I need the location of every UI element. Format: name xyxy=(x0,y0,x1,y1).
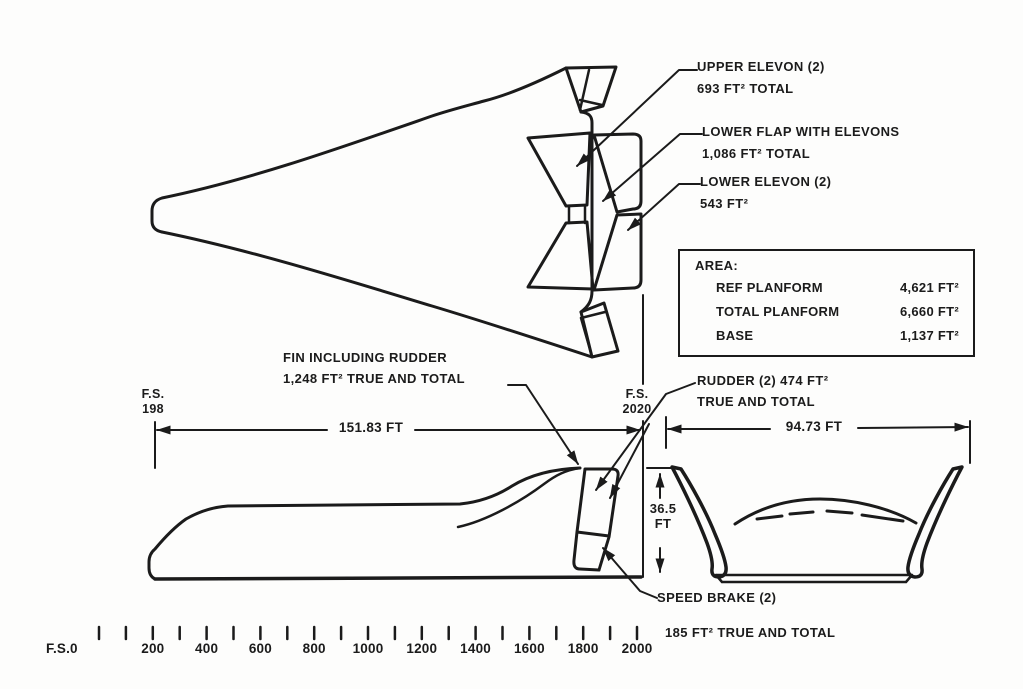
leader-speed-brake xyxy=(603,548,657,598)
height-value: 36.5 xyxy=(649,501,677,516)
table-row xyxy=(695,300,959,324)
table-row xyxy=(695,324,959,348)
scale-tick-label: 200 xyxy=(141,641,165,656)
planform-top-view xyxy=(152,67,641,357)
scale-tick-label: 1200 xyxy=(406,641,438,656)
callout-lower-elevon-area: 543 FT² xyxy=(700,196,749,211)
scale-tick-label: 2000 xyxy=(621,641,653,656)
fs-198-prefix: F.S. xyxy=(141,387,165,401)
area-table-title: AREA: xyxy=(695,258,739,273)
height-dimension-label xyxy=(644,501,682,531)
height-unit: FT xyxy=(654,516,672,531)
callout-upper-elevon-area: 693 FT² TOTAL xyxy=(697,81,794,96)
area-row-value: 1,137 FT² xyxy=(899,328,959,343)
callout-rudder-note: TRUE AND TOTAL xyxy=(697,394,816,409)
callout-fin-area: 1,248 FT² TRUE AND TOTAL xyxy=(283,371,465,386)
callout-speed-brake-name: SPEED BRAKE (2) xyxy=(657,590,777,605)
callout-fin-name: FIN INCLUDING RUDDER xyxy=(283,350,447,365)
area-row-label: BASE xyxy=(716,328,754,343)
scale-tick-label: 1600 xyxy=(513,641,545,656)
scale-tick-label: 400 xyxy=(195,641,219,656)
fs-2020-prefix: F.S. xyxy=(625,387,649,401)
planform-upper-outline xyxy=(152,68,566,232)
area-table xyxy=(678,249,975,357)
side-fin xyxy=(574,469,618,570)
leader-upper-elevon xyxy=(577,70,697,166)
scale-tick-label: 600 xyxy=(248,641,272,656)
callout-lower-flap-area: 1,086 FT² TOTAL xyxy=(702,146,811,161)
planform-bottom-tipfin xyxy=(581,303,618,357)
leader-lower-flap xyxy=(603,134,702,201)
fs-198-value: 198 xyxy=(142,402,164,416)
lower-elevon-panel xyxy=(528,222,593,289)
fs-198-label xyxy=(129,387,177,417)
scale-tick-label: 1800 xyxy=(567,641,599,656)
area-row-value: 4,621 FT² xyxy=(899,280,959,295)
side-bottom-line xyxy=(155,577,641,579)
rear-deck-dashes xyxy=(757,511,903,521)
scale-tick-label: 1400 xyxy=(460,641,492,656)
fs-2020-label xyxy=(611,387,663,417)
side-view xyxy=(149,468,641,579)
callout-speed-brake-area: 185 FT² TRUE AND TOTAL xyxy=(665,625,836,640)
span-dimension-label: 94.73 FT xyxy=(785,419,843,434)
planform-top-tipfin xyxy=(566,67,616,112)
callout-lower-flap-name: LOWER FLAP WITH ELEVONS xyxy=(702,124,900,139)
scale-tick-label: 800 xyxy=(302,641,326,656)
rear-base-plate xyxy=(716,575,912,582)
area-row-label: REF PLANFORM xyxy=(716,280,823,295)
upper-elevon-panel xyxy=(528,133,590,206)
span-dim-right xyxy=(858,427,968,428)
callout-rudder-name: RUDDER (2) 474 FT² xyxy=(697,373,829,388)
scale-origin-label: F.S.0 xyxy=(46,641,78,656)
fs-2020-value: 2020 xyxy=(622,402,652,416)
rear-view xyxy=(672,467,962,582)
side-fairing-curve xyxy=(458,468,580,527)
length-dimension-label: 151.83 FT xyxy=(338,420,404,435)
table-row xyxy=(695,276,959,300)
area-row-value: 6,660 FT² xyxy=(899,304,959,319)
callout-upper-elevon-name: UPPER ELEVON (2) xyxy=(697,59,825,74)
fs-scale-ticks xyxy=(99,627,637,639)
leader-fin xyxy=(508,385,578,464)
side-body-outline xyxy=(149,468,580,579)
scale-tick-label: 1000 xyxy=(352,641,384,656)
planform-lower-outline xyxy=(162,232,592,357)
area-row-label: TOTAL PLANFORM xyxy=(716,304,840,319)
callout-lower-elevon-name: LOWER ELEVON (2) xyxy=(700,174,832,189)
